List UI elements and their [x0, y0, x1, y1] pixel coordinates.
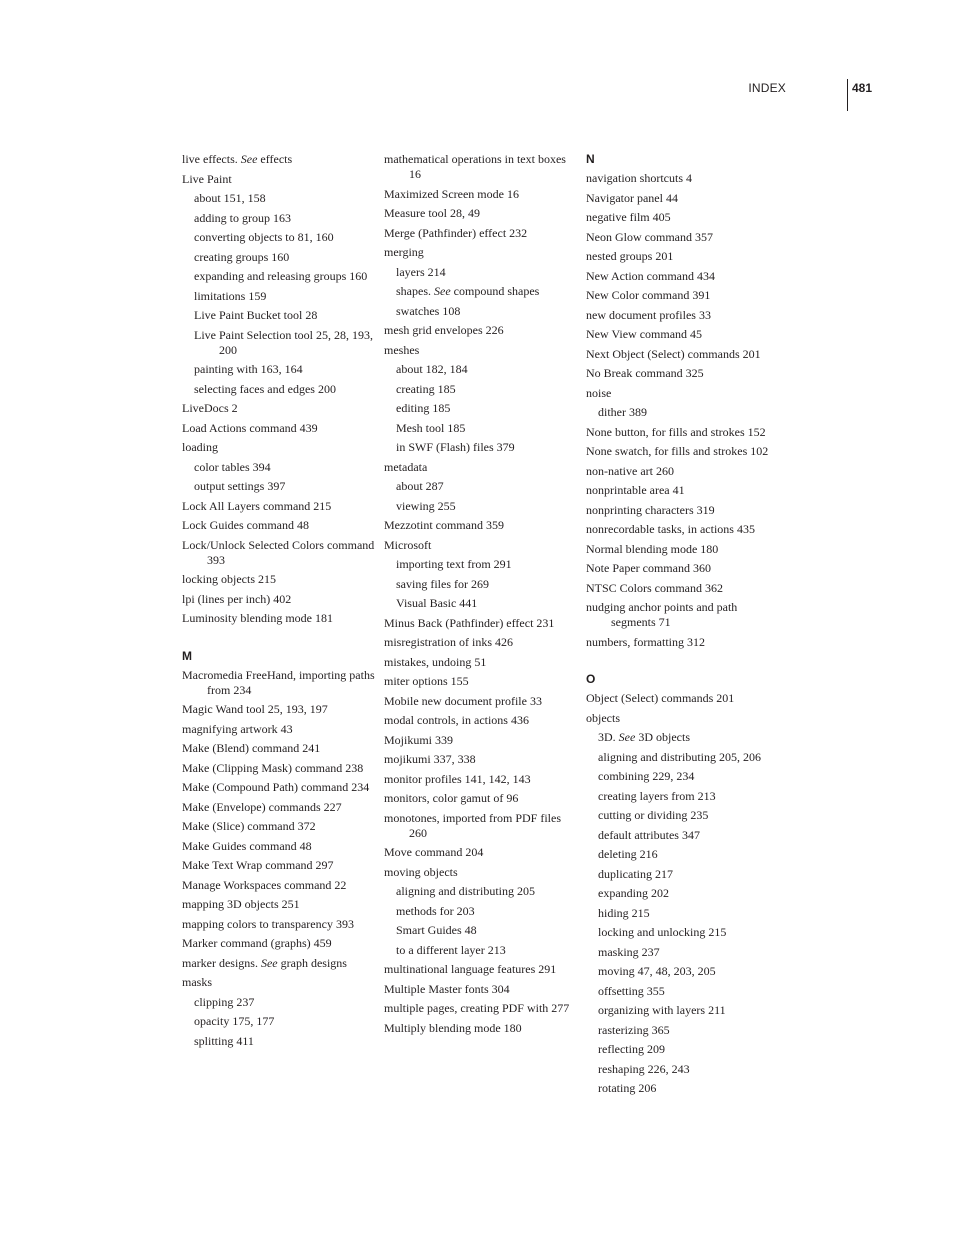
entry-text: Note Paper command 360 — [586, 561, 711, 575]
index-subentry — [182, 995, 377, 1010]
entry-text: nested groups 201 — [586, 249, 674, 263]
entry-text: creating 185 — [396, 381, 456, 396]
entry-text: loading — [182, 440, 218, 454]
entry-text: Macromedia FreeHand, importing paths from 234 — [182, 667, 375, 697]
entry-text: Load Actions command 439 — [182, 420, 318, 435]
index-entry — [384, 635, 579, 650]
entry-text: cutting or dividing 235 — [598, 808, 709, 822]
index-subentry — [586, 769, 781, 784]
entry-text: None button, for fills and strokes 152 — [586, 424, 766, 439]
entry-text: Make (Blend) command 241 — [182, 741, 321, 755]
entry-text: opacity 175, 177 — [194, 1014, 275, 1028]
entry-text: live effects. — [182, 152, 241, 166]
index-entry — [384, 752, 579, 767]
index-entry — [384, 616, 579, 631]
index-subentry — [586, 828, 781, 843]
entry-text: adding to group 163 — [194, 210, 291, 225]
entry-text: selecting faces and edges 200 — [194, 381, 336, 396]
entry-text: monitors, color gamut of 96 — [384, 791, 519, 805]
entry-text: multinational language features 291 — [384, 962, 557, 976]
entry-text: No Break command 325 — [586, 366, 704, 380]
index-entry — [182, 538, 377, 568]
index-entry — [586, 581, 781, 596]
entry-text: Merge (Pathfinder) effect 232 — [384, 225, 528, 240]
entry-text: Multiple Master fonts 304 — [384, 981, 510, 996]
see-target: graph designs — [277, 955, 347, 970]
index-entry — [586, 308, 781, 323]
index-entry — [586, 210, 781, 225]
index-subentry — [586, 789, 781, 804]
entry-text: about 287 — [396, 479, 444, 493]
entry-text: importing text from 291 — [396, 557, 512, 571]
index-entry — [384, 187, 579, 202]
index-subentry — [384, 265, 579, 280]
entry-text: nonprinting characters 319 — [586, 502, 715, 517]
index-column-2 — [384, 152, 579, 1040]
entry-text: LiveDocs 2 — [182, 401, 238, 415]
index-subentry — [182, 308, 377, 323]
index-entry — [182, 897, 377, 912]
index-subentry — [384, 401, 579, 416]
entry-text: Manage Workspaces command 22 — [182, 877, 347, 892]
index-subentry — [586, 405, 781, 420]
index-entry — [384, 733, 579, 748]
entry-text: Visual Basic 441 — [396, 596, 478, 610]
entry-text: New View command 45 — [586, 327, 703, 341]
index-subentry — [586, 867, 781, 882]
index-subentry — [384, 440, 579, 455]
entry-text: Smart Guides 48 — [396, 923, 477, 937]
index-subentry — [586, 1062, 781, 1077]
entry-text: converting objects to 81, 160 — [194, 230, 334, 244]
index-entry — [182, 975, 377, 990]
entry-text: Lock/Unlock Selected Colors command 393 — [182, 537, 375, 567]
entry-text: deleting 216 — [598, 847, 658, 861]
entry-text: Make (Slice) command 372 — [182, 819, 316, 833]
entry-text: NTSC Colors command 362 — [586, 580, 723, 595]
index-entry — [182, 917, 377, 932]
index-subentry — [586, 1042, 781, 1057]
entry-text: metadata — [384, 459, 428, 474]
index-entry — [384, 811, 579, 841]
index-entry — [586, 288, 781, 303]
index-entry — [182, 611, 377, 626]
index-entry — [182, 780, 377, 795]
entry-text: Make (Envelope) commands 227 — [182, 799, 342, 814]
entry-text: color tables 394 — [194, 459, 271, 474]
index-subentry — [384, 479, 579, 494]
index-subentry — [586, 906, 781, 921]
see-target: 3D objects — [635, 730, 690, 744]
index-entry — [586, 635, 781, 650]
index-entry — [182, 741, 377, 756]
index-subentry — [182, 230, 377, 245]
entry-text: numbers, formatting 312 — [586, 634, 705, 649]
index-subentry — [586, 808, 781, 823]
entry-text: duplicating 217 — [598, 866, 673, 881]
index-entry — [586, 327, 781, 342]
index-entry — [586, 600, 781, 630]
index-entry — [384, 982, 579, 997]
entry-text: aligning and distributing 205 — [396, 884, 535, 898]
entry-text: offsetting 355 — [598, 983, 665, 998]
entry-text: New Action command 434 — [586, 268, 715, 283]
index-subentry — [586, 984, 781, 999]
entry-text: Luminosity blending mode 181 — [182, 611, 333, 625]
entry-text: default attributes 347 — [598, 827, 700, 842]
entry-text: Mobile new document profile 33 — [384, 693, 542, 708]
index-subentry — [182, 1034, 377, 1049]
index-entry — [182, 858, 377, 873]
entry-text: expanding and releasing groups 160 — [194, 269, 368, 283]
entry-text: Marker command (graphs) 459 — [182, 936, 332, 950]
entry-text: about 182, 184 — [396, 362, 468, 376]
index-entry — [586, 483, 781, 498]
index-subentry — [586, 1003, 781, 1018]
entry-text: masks — [182, 975, 212, 989]
entry-text: mapping colors to transparency 393 — [182, 916, 354, 931]
index-entry — [586, 561, 781, 576]
index-subentry — [182, 211, 377, 226]
index-subentry — [182, 289, 377, 304]
entry-text: expanding 202 — [598, 886, 669, 900]
index-subentry — [586, 847, 781, 862]
entry-text: organizing with layers 211 — [598, 1003, 726, 1017]
index-entry — [384, 323, 579, 338]
entry-text: mojikumi 337, 338 — [384, 752, 476, 766]
entry-text: rotating 206 — [598, 1081, 657, 1095]
index-entry — [586, 711, 781, 726]
index-subentry — [586, 1081, 781, 1096]
entry-text: locking and unlocking 215 — [598, 925, 727, 939]
entry-text: Object (Select) commands 201 — [586, 691, 735, 705]
entry-text: merging — [384, 245, 424, 259]
entry-text: magnifying artwork 43 — [182, 721, 293, 736]
index-subentry — [586, 925, 781, 940]
index-entry — [586, 386, 781, 401]
entry-text: dither 389 — [598, 405, 647, 419]
entry-text: Mesh tool 185 — [396, 420, 466, 435]
entry-text: 3D. — [598, 730, 619, 744]
entry-text: moving 47, 48, 203, 205 — [598, 964, 716, 978]
index-entry — [182, 936, 377, 951]
index-entry — [384, 713, 579, 728]
index-entry — [182, 499, 377, 514]
entry-text: Mojikumi 339 — [384, 732, 454, 747]
index-entry — [182, 572, 377, 587]
entry-text: Live Paint Selection tool 25, 28, 193, 200 — [194, 327, 373, 357]
entry-text: clipping 237 — [194, 994, 255, 1009]
entry-text: shapes. — [396, 284, 434, 298]
index-entry — [182, 702, 377, 717]
index-entry — [384, 343, 579, 358]
entry-text: creating layers from 213 — [598, 788, 716, 803]
index-entry — [384, 791, 579, 806]
index-subentry — [182, 191, 377, 206]
entry-text: splitting 411 — [194, 1033, 254, 1048]
entry-text: Measure tool 28, 49 — [384, 206, 480, 220]
index-entry — [384, 694, 579, 709]
index-subentry — [182, 382, 377, 397]
index-subentry — [384, 284, 579, 299]
index-entry — [586, 425, 781, 440]
section-letter: O — [586, 672, 596, 686]
index-entry — [182, 152, 377, 167]
entry-text: None swatch, for fills and strokes 102 — [586, 444, 769, 458]
index-entry — [182, 761, 377, 776]
index-entry — [182, 819, 377, 834]
section-letter: N — [586, 152, 595, 166]
entry-text: Maximized Screen mode 16 — [384, 186, 519, 201]
entry-text: Make (Compound Path) command 234 — [182, 780, 370, 794]
entry-text: editing 185 — [396, 401, 451, 415]
entry-text: nonprintable area 41 — [586, 483, 685, 497]
entry-text: Lock All Layers command 215 — [182, 498, 332, 513]
entry-text: Normal blending mode 180 — [586, 541, 719, 556]
index-column-1 — [182, 152, 377, 1053]
entry-text: Mezzotint command 359 — [384, 518, 504, 532]
index-entry — [586, 269, 781, 284]
entry-text: combining 229, 234 — [598, 769, 695, 783]
index-subentry — [586, 945, 781, 960]
entry-text: moving objects — [384, 864, 458, 879]
entry-text: mistakes, undoing 51 — [384, 654, 487, 669]
index-entry — [384, 206, 579, 221]
index-entry — [384, 245, 579, 260]
entry-text: noise — [586, 385, 612, 400]
index-entry — [182, 592, 377, 607]
entry-text: nudging anchor points and path segments 71 — [586, 600, 738, 629]
entry-text: about 151, 158 — [194, 191, 266, 205]
header-divider — [847, 79, 848, 111]
index-entry — [182, 878, 377, 893]
index-subentry — [586, 730, 781, 745]
entry-text: masking 237 — [598, 944, 660, 959]
entry-text: marker designs. — [182, 955, 261, 970]
index-entry — [182, 800, 377, 815]
entry-text: Next Object (Select) commands 201 — [586, 346, 761, 361]
entry-text: nonrecordable tasks, in actions 435 — [586, 522, 755, 536]
entry-text: reshaping 226, 243 — [598, 1061, 690, 1076]
index-entry — [384, 772, 579, 787]
index-entry — [384, 1021, 579, 1036]
index-entry — [384, 460, 579, 475]
entry-text: painting with 163, 164 — [194, 362, 303, 376]
index-entry — [384, 845, 579, 860]
index-subentry — [384, 577, 579, 592]
entry-text: to a different layer 213 — [396, 942, 506, 957]
section-gap — [586, 654, 781, 672]
index-subentry — [586, 964, 781, 979]
index-subentry — [384, 362, 579, 377]
entry-text: monitor profiles 141, 142, 143 — [384, 771, 531, 786]
page-number: 481 — [852, 81, 873, 95]
index-entry — [586, 171, 781, 186]
index-entry — [586, 366, 781, 381]
entry-text: objects — [586, 710, 620, 725]
index-subentry — [586, 1023, 781, 1038]
entry-text: rasterizing 365 — [598, 1022, 670, 1037]
index-entry — [586, 191, 781, 206]
index-subentry — [182, 328, 377, 358]
entry-text: Neon Glow command 357 — [586, 229, 713, 244]
entry-text: Magic Wand tool 25, 193, 197 — [182, 702, 328, 716]
entry-text: mesh grid envelopes 226 — [384, 323, 504, 337]
index-entry — [384, 655, 579, 670]
index-subentry — [586, 886, 781, 901]
index-subentry — [384, 904, 579, 919]
entry-text: reflecting 209 — [598, 1042, 665, 1056]
see-target: compound shapes — [450, 284, 540, 298]
entry-text: output settings 397 — [194, 479, 286, 493]
entry-text: swatches 108 — [396, 303, 461, 318]
index-entry — [384, 152, 579, 182]
index-subentry — [384, 596, 579, 611]
index-entry — [384, 518, 579, 533]
entry-text: viewing 255 — [396, 498, 456, 513]
see-reference: See — [618, 730, 636, 744]
index-subentry — [182, 479, 377, 494]
index-column-3 — [586, 152, 781, 1101]
index-entry — [586, 444, 781, 459]
entry-text: hiding 215 — [598, 905, 650, 920]
index-entry — [384, 1001, 579, 1016]
index-entry — [182, 722, 377, 737]
see-reference: See — [434, 284, 451, 298]
index-subentry — [586, 750, 781, 765]
index-entry — [586, 542, 781, 557]
entry-text: Microsoft — [384, 537, 432, 552]
index-entry — [182, 401, 377, 416]
entry-text: creating groups 160 — [194, 249, 290, 264]
index-entry — [182, 956, 377, 971]
index-entry — [586, 464, 781, 479]
entry-text: Navigator panel 44 — [586, 190, 678, 205]
index-subentry — [182, 362, 377, 377]
entry-text: multiple pages, creating PDF with 277 — [384, 1001, 570, 1015]
entry-text: New Color command 391 — [586, 288, 711, 302]
index-entry — [182, 440, 377, 455]
entry-text: limitations 159 — [194, 288, 267, 303]
index-entry — [182, 518, 377, 533]
entry-text: Minus Back (Pathfinder) effect 231 — [384, 615, 555, 630]
index-entry — [586, 230, 781, 245]
index-subentry — [384, 382, 579, 397]
index-entry — [586, 522, 781, 537]
index-entry — [586, 249, 781, 264]
entry-text: new document profiles 33 — [586, 307, 711, 322]
index-entry — [586, 503, 781, 518]
index-entry — [182, 421, 377, 436]
entry-text: in SWF (Flash) files 379 — [396, 440, 515, 454]
entry-text: navigation shortcuts 4 — [586, 171, 692, 185]
entry-text: meshes — [384, 342, 420, 357]
entry-text: aligning and distributing 205, 206 — [598, 749, 761, 764]
index-subentry — [384, 884, 579, 899]
entry-text: layers 214 — [396, 264, 446, 279]
section-label: INDEX — [748, 81, 786, 95]
entry-text: Make Text Wrap command 297 — [182, 858, 334, 872]
entry-text: miter options 155 — [384, 674, 469, 688]
entry-text: Make Guides command 48 — [182, 838, 312, 853]
index-subentry — [384, 923, 579, 938]
entry-text: methods for 203 — [396, 903, 475, 918]
see-reference: See — [260, 955, 278, 970]
entry-text: modal controls, in actions 436 — [384, 713, 529, 727]
entry-text: negative film 405 — [586, 210, 671, 224]
index-subentry — [182, 1014, 377, 1029]
entry-text: Make (Clipping Mask) command 238 — [182, 760, 364, 775]
index-entry — [182, 668, 377, 698]
entry-text: lpi (lines per inch) 402 — [182, 591, 292, 606]
entry-text: monotones, imported from PDF files 260 — [384, 810, 561, 840]
entry-text: Live Paint — [182, 171, 232, 186]
entry-text: non-native art 260 — [586, 463, 674, 478]
index-subentry — [182, 250, 377, 265]
index-subentry — [384, 304, 579, 319]
entry-text: misregistration of inks 426 — [384, 635, 513, 649]
index-entry — [384, 865, 579, 880]
entry-text: Multiply blending mode 180 — [384, 1020, 522, 1035]
index-entry — [384, 962, 579, 977]
entry-text: Move command 204 — [384, 845, 484, 859]
entry-text: Lock Guides command 48 — [182, 518, 309, 532]
index-entry — [384, 674, 579, 689]
index-entry — [384, 538, 579, 553]
index-entry — [586, 691, 781, 706]
index-subentry — [384, 943, 579, 958]
index-entry — [384, 226, 579, 241]
see-target: effects — [257, 152, 293, 166]
entry-text: saving files for 269 — [396, 576, 489, 591]
index-subentry — [384, 499, 579, 514]
see-reference: See — [240, 152, 258, 166]
entry-text: Live Paint Bucket tool 28 — [194, 308, 318, 322]
index-subentry — [182, 460, 377, 475]
entry-text: mapping 3D objects 251 — [182, 897, 300, 911]
index-entry — [182, 839, 377, 854]
index-entry — [586, 347, 781, 362]
entry-text: mathematical operations in text boxes 16 — [384, 152, 566, 181]
section-letter: M — [182, 648, 192, 663]
index-subentry — [384, 421, 579, 436]
entry-text: locking objects 215 — [182, 572, 276, 586]
index-subentry — [384, 557, 579, 572]
section-gap — [182, 631, 377, 649]
index-subentry — [182, 269, 377, 284]
index-entry — [182, 172, 377, 187]
